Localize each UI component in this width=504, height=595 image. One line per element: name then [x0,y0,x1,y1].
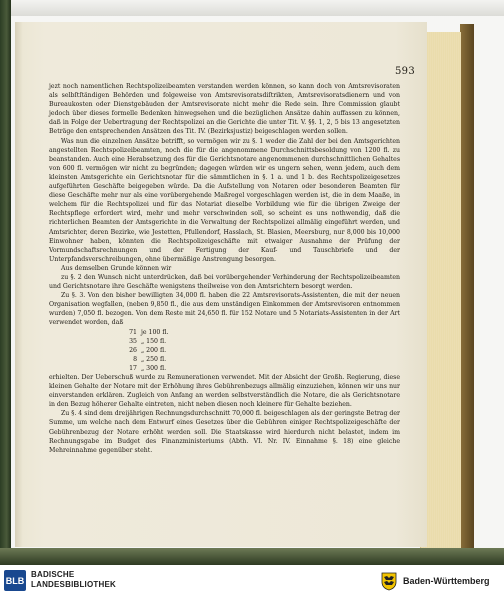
amount-value: „ 300 fl. [141,364,167,372]
amount-row [123,337,400,346]
baden-wuerttemberg-crest-icon [379,570,399,591]
amount-row [123,346,400,355]
paragraph: Zu §. 4 sind dem dreijährigen Rechnungsdurchschnitt 70,000 fl. beigeschlagen als der geringste Betrag der Summe, um welche nach dem Entwurf eines Gesetzes über die Gebühren einiger Rechtspolizeigeschäfte der Gebührenbezug der Notare erhöht werden soll. Die Staatskasse wird hierdurch nicht belastet, indem im Rechnungsgabe im Budget des Finanzministeriums (Abth. VI. Nr. IV. Einnahme §. 18) eine gleiche Mehreinnahme gegenüber steht. [49,410,400,454]
blb-logo[interactable]: BLB [4,570,26,591]
paragraph: Aus demselben Grunde können wir [61,264,172,272]
amount-value: „ 200 fl. [141,346,167,354]
amount-value: „ 250 fl. [141,355,167,363]
book-page [15,22,427,547]
amount-count: 17 [129,364,137,372]
state-name-link[interactable]: Baden-Württemberg [403,576,490,586]
book-cover-right-edge [460,24,474,554]
amount-value: je 100 fl. [141,328,169,336]
scan-background-top [0,0,504,16]
paragraph: erhielten. Der Ueberschuß wurde zu Remunerationen verwendet. Mit der Absicht der Großh. Regierung, diese kleinen Gehalte der Notare mit der Erhöhung ihres Gebührenbezugs allmälig einzuziehen, können wir uns nur einverstanden erklären. Zugleich von Anfang an werden selbstverständlich die Notare, die als Gerichtsnotare in den Bezug höherer Gehalte eintreten, nicht neben diesen noch kleinere für Gehalte beziehen. [49,374,400,409]
book-cover-left-edge [0,0,11,565]
paragraph: Zu §. 3. Von den bisher bewilligten 34,000 fl. haben die 22 Amtsrevisorats-Assistenten, die mit der neuen Organisation wegfallen, (neben 9,850 fl., die aus dem unständigen Einkommen der Amtsrevisoren entnommen wurden) 7,050 fl. bezogen. Von dem Reste mit 24,650 fl. für 152 Notare und 5 Notariats-Assistenten in der Art verwendet worden, daß [49,292,400,327]
library-name-line: BADISCHE [31,570,75,579]
paragraph: Was nun die einzelnen Ansätze betrifft, so vermögen wir zu §. 1 weder die Zahl der bei den Amtsgerichten angestellten Rechtspolizeibeamten, noch die für die angenommene Durchschnittsbesoldung von 1200 fl. zu beanstanden. Auch eine Herabsetzung des für die Gerichtsnotare angenommenen durchschnittlichen Gehaltes von 600 fl. vermögen wir nicht zu begründen; dagegen würden wir es ungern sehen, wenn jedem, auch dem kleinsten Amtsgerichte ein Gerichtsnotar für die sämmtlichen in §. 1 a. und 1 b. des Rechtspolizeigesetzes aufgeführten Geschäfte beigegeben würde. Da die Aufstellung von Notaren oder besonderen Beamten für diese Geschäfte mehr nur als eine vorübergehende Maßregel vorgeschlagen werden ist, die in dem Maaße, in welchem für die Rechtspolizei und für das Notariat dieselbe Vorbildung wie für die übrigen Zweige der Rechtspflege erfordert wird, mehr und mehr verschwinden soll, so scheint es uns nothwendig, daß die richterlichen Beamten der Amtsgerichte in die Verwaltung der Rechtspolizei allmälig eingeführt werden, und Amtsrichter, deren Bezirke, wie Jestetten, Pfullendorf, Hasslach, St. Blasien, Meersburg, nur 8,000 bis 10,000 Einwohner haben, könnten die Rechtspolizeigeschäfte mit etwaiger Ausnahme der Prüfung der Vormundschaftsrechnungen und der Fertigung der Kauf- und Tauschbriefe und der Unterpfandsverschreibungen, ohne übermäßige Anstrengung besorgen. [49,137,400,263]
paragraph: zu §. 2 den Wunsch nicht unterdrücken, daß bei vorübergehender Verhinderung der Rechtspolizeibeamten und Gerichtsnotare ihre Geschäfte wenigstens theilweise von den Amtsrichtern besorgt werden. [49,273,400,291]
paragraph: jezt noch namentlichen Rechtspolizeibeamten verstanden werden können, so kann doch von Amtsrevisoraten als selbſtſtändigen Behörden und folgeweise von Amtsrevisoratsdiſtrikten, Amtsrevisoratsdienern und von Bureaukosten oder Dienstgebäuden der Amtsrevisorate nicht mehr die Rede sein. Ihre Commission glaubt jedoch über dieses formelle Bedenken hinwegsehen und die bezüglichen Ansätze dahin auffassen zu können, daß in Folge der Uebertragung der Rechtspolizei an die Gerichte die unter Tit. V. §§. 1, 2, 5 bis 13 angesetzten Beträge den entsprechenden Ansätzen des Tit. IV. (Bezirksjustiz) beigeschlagen werden sollen. [49,83,400,136]
amount-row [123,328,400,337]
salary-amount-list [123,328,400,373]
library-name-line: LANDESBIBLIOTHEK [31,580,116,589]
amount-count: 8 [133,355,137,363]
page-body-text [49,82,400,455]
page-number: 593 [395,66,415,77]
amount-count: 35 [129,337,137,345]
amount-count: 26 [129,346,137,354]
library-name [31,570,116,590]
amount-row [123,355,400,364]
amount-count: 71 [129,328,137,336]
book-cover-bottom-edge [0,548,504,565]
amount-value: „ 150 fl. [141,337,167,345]
amount-row [123,364,400,373]
